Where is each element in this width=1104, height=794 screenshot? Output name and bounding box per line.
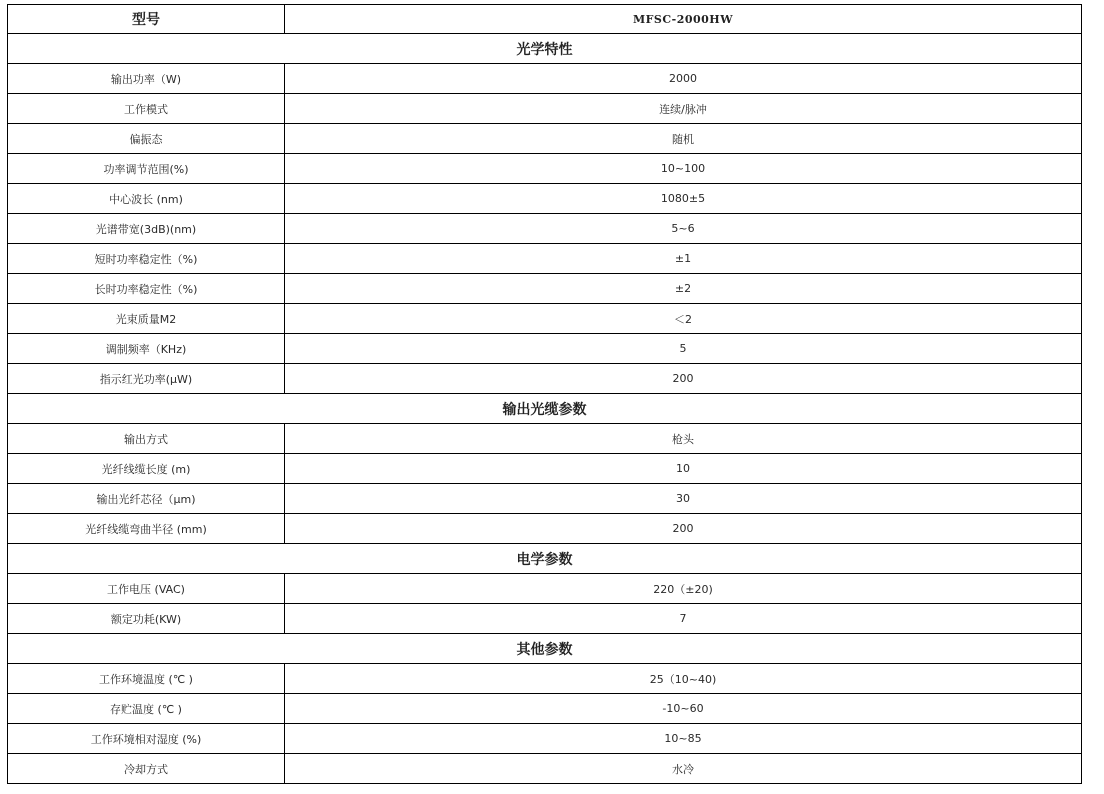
spec-label: 调制频率（KHz) [8,334,285,364]
spec-label: 中心波长 (nm) [8,184,285,214]
spec-value: 1080±5 [285,184,1082,214]
spec-value: 随机 [285,124,1082,154]
spec-label: 输出功率（W) [8,64,285,94]
table-row [8,334,1082,364]
spec-label: 光纤线缆弯曲半径 (mm) [8,514,285,544]
section-header-row [8,634,1082,664]
spec-value: 枪头 [285,424,1082,454]
spec-label: 输出方式 [8,424,285,454]
spec-label: 额定功耗(KW) [8,604,285,634]
spec-value: 10 [285,454,1082,484]
spec-label: 短时功率稳定性（%) [8,244,285,274]
spec-label: 偏振态 [8,124,285,154]
spec-value: 5~6 [285,214,1082,244]
table-row [8,304,1082,334]
spec-label: 工作电压 (VAC) [8,574,285,604]
spec-value: 水冷 [285,754,1082,784]
spec-table [7,4,1082,784]
table-row [8,214,1082,244]
model-value: MFSC-2000HW [285,5,1082,34]
spec-value: ＜2 [285,304,1082,334]
spec-value: 7 [285,604,1082,634]
spec-label: 指示红光功率(μW) [8,364,285,394]
table-row [8,574,1082,604]
spec-label: 光束质量M2 [8,304,285,334]
spec-value: 25（10~40) [285,664,1082,694]
spec-label: 工作模式 [8,94,285,124]
spec-label: 光纤线缆长度 (m) [8,454,285,484]
table-row [8,664,1082,694]
table-row [8,124,1082,154]
table-row [8,484,1082,514]
spec-value: -10~60 [285,694,1082,724]
table-row [8,244,1082,274]
table-row [8,754,1082,784]
spec-value: 5 [285,334,1082,364]
table-row [8,364,1082,394]
model-row [8,5,1082,34]
table-row [8,184,1082,214]
table-row [8,604,1082,634]
spec-value: 2000 [285,64,1082,94]
section-header-row [8,394,1082,424]
table-row [8,94,1082,124]
spec-label: 光谱带宽(3dB)(nm) [8,214,285,244]
spec-value: 200 [285,364,1082,394]
spec-label: 冷却方式 [8,754,285,784]
spec-label: 长时功率稳定性（%) [8,274,285,304]
section-title: 输出光缆参数 [8,394,1082,424]
spec-label: 功率调节范围(%) [8,154,285,184]
spec-value: 30 [285,484,1082,514]
section-title: 其他参数 [8,634,1082,664]
spec-label: 工作环境相对湿度 (%) [8,724,285,754]
spec-value: 10~100 [285,154,1082,184]
table-row [8,724,1082,754]
table-row [8,274,1082,304]
table-row [8,694,1082,724]
spec-value: ±1 [285,244,1082,274]
table-row [8,64,1082,94]
spec-label: 工作环境温度 (℃ ) [8,664,285,694]
spec-value: ±2 [285,274,1082,304]
spec-label: 输出光纤芯径（μm) [8,484,285,514]
table-row [8,154,1082,184]
spec-label: 存贮温度 (℃ ) [8,694,285,724]
model-label: 型号 [8,5,285,34]
section-header-row [8,544,1082,574]
spec-value: 连续/脉冲 [285,94,1082,124]
table-row [8,514,1082,544]
table-row [8,454,1082,484]
spec-value: 220（±20) [285,574,1082,604]
section-title: 光学特性 [8,34,1082,64]
section-title: 电学参数 [8,544,1082,574]
section-header-row [8,34,1082,64]
spec-value: 10~85 [285,724,1082,754]
table-row [8,424,1082,454]
spec-value: 200 [285,514,1082,544]
